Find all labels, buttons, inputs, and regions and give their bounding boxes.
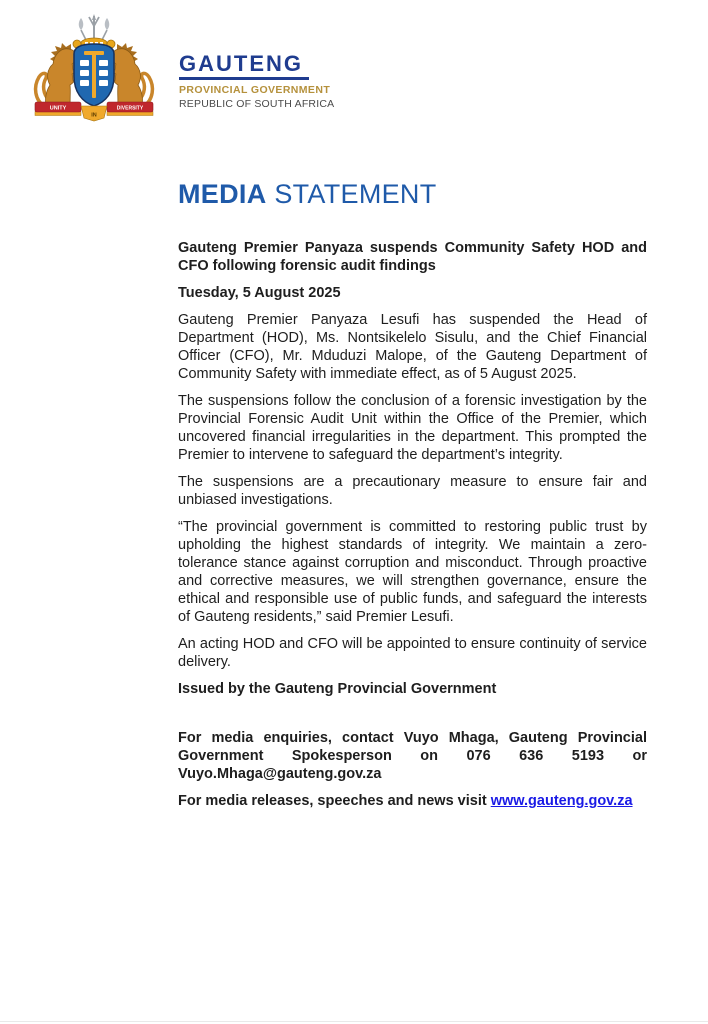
- media-releases-line: [178, 792, 647, 810]
- motto-diversity: DIVERSITY: [116, 105, 144, 112]
- logo-dept-line: PROVINCIAL GOVERNMENT: [179, 83, 331, 96]
- logo-rule: [179, 77, 309, 80]
- coat-of-arms-icon: [28, 13, 160, 123]
- logo-org-name: GAUTENG: [179, 51, 303, 76]
- motto-unity: UNITY: [49, 105, 67, 112]
- headline: Gauteng Premier Panyaza suspends Community Safety HOD and CFO following forensic audit findings: [178, 240, 647, 274]
- date-line: Tuesday, 5 August 2025: [178, 285, 341, 301]
- statement-body: [178, 239, 647, 819]
- gauteng-website-link[interactable]: www.gauteng.gov.za: [490, 793, 633, 809]
- coat-of-arms-svg: [28, 13, 160, 123]
- media-enquiries-line: For media enquiries, contact Vuyo Mhaga, Gauteng Provincial Government Spokesperson on 076 636 5193 or Vuyo.Mhaga@gauteng.gov.za: [178, 730, 647, 782]
- logo-country-line: REPUBLIC OF SOUTH AFRICA: [179, 97, 335, 110]
- paragraph-4: “The provincial government is committed to restoring public trust by upholding the highest standards of integrity. We maintain a zero-tolerance stance against corruption and misconduct. Through proactive and corrective measures, we will strengthen governance, ensure the ethical and responsible use of public funds, and safeguard the interests of Gauteng residents,” said Premier Lesufi.: [178, 519, 647, 625]
- paragraph-5: An acting HOD and CFO will be appointed to ensure continuity of service delivery.: [178, 636, 647, 670]
- page-bottom-rule: [0, 1021, 708, 1022]
- media-releases-prefix: For media releases, speeches and news visit: [178, 793, 491, 809]
- paragraph-2: The suspensions follow the conclusion of a forensic investigation by the Provincial Forensic Audit Unit within the Office of the Premier, which uncovered financial irregularities in the department. This prompted the Premier to intervene to safeguard the department’s integrity.: [178, 393, 647, 463]
- paragraph-3: The suspensions are a precautionary measure to ensure fair and unbiased investigations.: [178, 474, 647, 508]
- paragraph-1: Gauteng Premier Panyaza Lesufi has suspended the Head of Department (HOD), Ms. Nontsikelelo Sisulu, and the Chief Financial Officer (CFO), Mr. Mduduzi Malope, of the Gauteng Department of Community Safety with immediate effect, as of 5 August 2025.: [178, 312, 647, 382]
- motto-in: IN: [91, 112, 97, 119]
- shield-icon: [74, 44, 114, 106]
- logo-wordmark: [179, 53, 334, 110]
- page-title-media: MEDIA: [178, 179, 267, 209]
- page-title-statement: STATEMENT: [274, 179, 437, 209]
- issued-by-line: Issued by the Gauteng Provincial Government: [178, 681, 497, 697]
- page-title: [178, 180, 437, 208]
